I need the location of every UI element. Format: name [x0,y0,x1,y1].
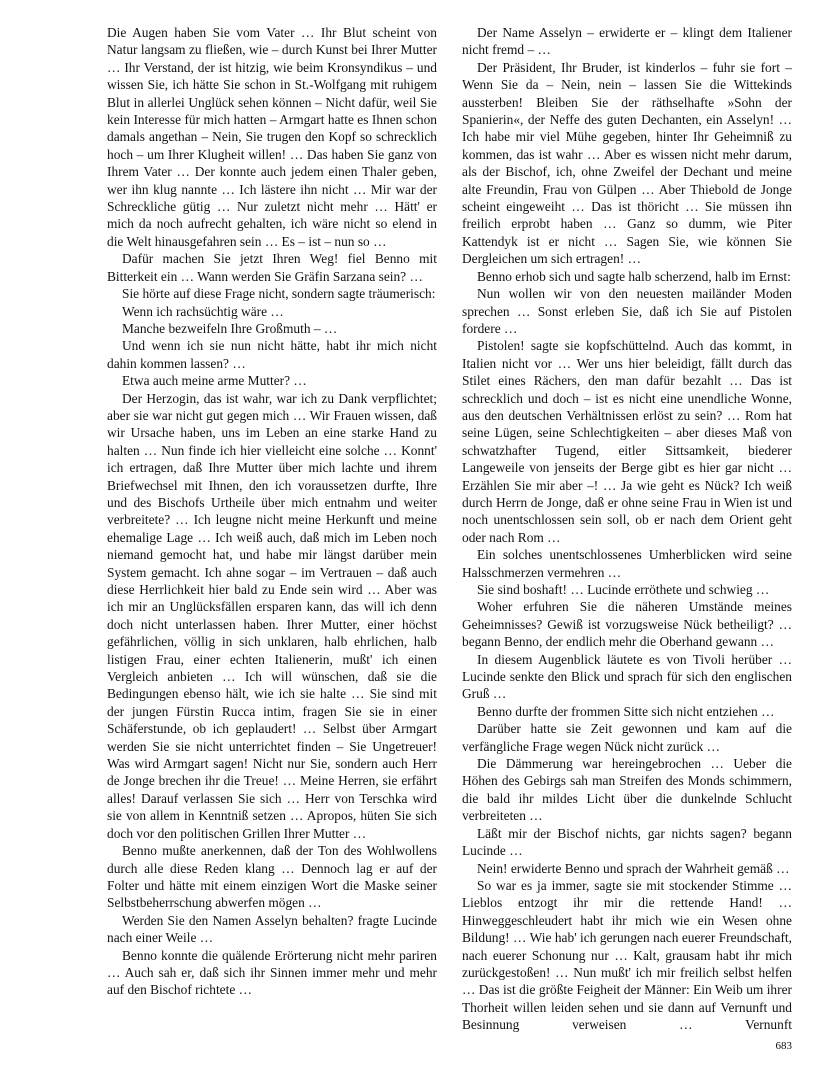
paragraph: Benno mußte anerkennen, daß der Ton des Wohlwollens durch alle diese Reden klang … Dennoch lag er auf der Folter und hätte mit einem einzigen Wort die Maske seiner Selbstbeherrschung abwerfen mögen … [107,843,437,911]
paragraph: Ein solches unentschlossenes Umherblicken wird seine Halsschmerzen vermehren … [462,547,792,580]
verse-line: Manche bezweifeln Ihre Großmuth – … [122,320,338,336]
paragraph: Pistolen! sagte sie kopfschüttelnd. Auch das kommt, in Italien nicht vor … Wer uns hier beleidigt, fällt durch das Stilet eines Rächers, den man dafür bezahlt … Das ist schrecklich und doch – ist es nicht eine unendliche Wonne, aus den deutschen Verhältnissen erlöst zu sein? … Rom hat seine Lügen, seine Schlechtigkeiten – aber dieses Maß von schwatzhafter Tugend, eitler Sittsamkeit, biederer Langeweile von jenseits der Berge gibt es hier gar nicht … Erzählen Sie mir aber –! … Ja wie geht es Nück? Ich weiß durch Herrn de Jonge, daß er ohne seine Frau in Wien ist und noch unentschlossen sein soll, ob er nach dem Orient geht oder nach Rom … [462,338,792,545]
paragraph: Darüber hatte sie Zeit gewonnen und kam auf die verfängliche Frage wegen Nück nicht zurück … [462,721,792,754]
paragraph: Sie sind boshaft! … Lucinde erröthete und schwieg … [477,582,770,597]
paragraph: Nun wollen wir von den neuesten mailänder Moden sprechen … Sonst erleben Sie, daß ich Sie auf Pistolen fordere … [462,286,792,336]
paragraph: In diesem Augenblick läutete es von Tivoli herüber … Lucinde senkte den Blick und sprach für sich den englischen Gruß … [462,651,792,702]
right-column [462,24,792,1034]
paragraph: Läßt mir der Bischof nichts, gar nichts sagen? begann Lucinde … [462,825,792,859]
page-number: 683 [775,1040,792,1052]
paragraph: Benno erhob sich und sagte halb scherzend, halb im Ernst: [477,268,791,284]
paragraph: Benno durfte der frommen Sitte sich nicht entziehen … [477,703,775,719]
paragraph: Sie hörte auf diese Frage nicht, sondern sagte träumerisch: [122,286,436,302]
paragraph: Werden Sie den Namen Asselyn behalten? fragte Lucinde nach einer Weile … [107,912,437,946]
paragraph: Die Dämmerung war hereingebrochen … Ueber die Höhen des Gebirgs sah man Streifen des Monds schimmern, die bald ihr mildes Licht über die dunkelnde Schlucht verbreiteten … [462,756,792,824]
paragraph: Benno konnte die quälende Erörterung nicht mehr pariren … Auch sah er, daß sich ihr Sinnen immer mehr und mehr auf den Bischof richtete … [107,947,437,998]
paragraph: Die Augen haben Sie vom Vater … Ihr Blut scheint von Natur langsam zu fließen, wie – durch Kunst bei Ihrer Mutter … Ihr Verstand, der ist hitzig, wie beim Kronsyndikus – und wissen Sie, ich hätte Sie schon in St.-Wolfgang mit ruhigem Blut in allerlei Unglück sehen können – Nicht dafür, weil Sie kein Interesse für mich hatten – Armgart hatte es Ihnen schon damals angethan – Nein, Sie trugen den Kopf so schrecklich hoch – um Ihrer Klugheit willen! … Das haben Sie ganz von Ihrem Vater … Der konnte auch jedem einen Thaler geben, wer ihn klug nannte … Ich lästere ihn nicht … Mir war der Schreckliche gütig … Nur zuletzt nicht mehr … Hätt' er mich da noch aufrecht gehalten, ich wäre nicht so elend in die Welt hinausgefahren sein … Es – ist – nun so … [107,25,437,249]
paragraph: Nein! erwiderte Benno und sprach der Wahrheit gemäß … [477,860,790,876]
left-column [107,24,437,999]
paragraph: Der Name Asselyn – erwiderte er – klingt dem Italiener nicht fremd – … [462,25,792,58]
paragraph: Und wenn ich sie nun nicht hätte, habt ihr mich nicht dahin kommen lassen? … [107,338,437,371]
verse-line: Wenn ich rachsüchtig wäre … [122,303,284,319]
paragraph: Der Präsident, Ihr Bruder, ist kinderlos – fuhr sie fort – Wenn Sie da – Nein, nein – lassen Sie die Wittekinds aussterben! Bleiben Sie der räthselhafte »Sohn der Spanierin«, der Neffe des guten Dechanten, ein Asselyn! … Ich habe mir viel Mühe gegeben, hinter Ihr Geheimniß zu kommen, das ist wahr … Aber es wissen nicht mehr darum, als der Bischof, ich, ohne Zweifel der Dechant und meine alte Freundin, Frau von Gülpen … Aber Thiebold de Jonge scheint eingeweiht … Das ist thöricht … Sie müssen ihn freilich erprobt haben … Ganz so dumm, wie Piter Kattendyk ist er nicht … Sagen Sie, wie können Sie Dergleichen um sich ertragen! … [462,59,792,267]
paragraph: Dafür machen Sie jetzt Ihren Weg! fiel Benno mit Bitterkeit ein … Wann werden Sie Gräfin Sarzana sein? … [107,251,437,284]
paragraph: Der Herzogin, das ist wahr, war ich zu Dank verpflichtet; aber sie war nicht gut gegen mich … Wir Frauen wissen, daß wir Ursache haben, uns im Leben an eine starke Hand zu halten … Nun finde ich hier vielleicht eine solche … Konnt' ich ertragen, daß Ihre Mutter über mich lachte und ihrem Briefwechsel mit Ihnen, den ich voraussetzen durfte, Ihre und des Bischofs Urtheile über mich entnahm und weiter verbreitete? … Ich leugne nicht meine Herkunft und meine ehemalige Lage … Ich weiß auch, daß mich im Leben noch niemand gemocht hat, und habe mir längst darüber mein System gemacht. Ich ahne sogar – im Vertrauen – daß auch diese Herrlichkeit hier bald zu Ende sein wird … Aber was ich mir an Unglücksfällen ersparen kann, das will ich denn doch nicht unterlassen haben. Ihrer Mutter, einer höchst gefährlichen, völlig in sich unklaren, halb ehrlichen, halb listigen Frau, einer echten Italienerin, mußt' ich einen Vergleich anbieten … Ich will wünschen, daß sie die Bedingungen ebenso hält, wie ich sie halte … Sie sind mit der jungen Fürstin Rucca intim, fragen Sie sie in einer Schäferstunde, ob ich geplaudert! … Selbst über Armgart werden Sie sie nicht unterrichtet finden – Sie Ungetreuer! Was wird Armgart sagen! Nicht nur Sie, sondern auch Herr de Jonge brechen ihr die Treue! … Meine Herren, sie erfährt alles! Darauf verlassen Sie sich … Herr von Terschka wird sie von allem in Kenntniß setzen … Apropos, hüten Sie sich doch vor den politischen Grillen Ihrer Mutter … [107,390,437,841]
paragraph: Etwa auch meine arme Mutter? … [122,373,307,389]
paragraph: Woher erfuhren Sie die näheren Umstände meines Geheimnisses? Gewiß ist vorzugsweise Nück betheiligt? … begann Benno, der endlich mehr die Oberhand gewann … [462,599,792,650]
paragraph: So war es ja immer, sagte sie mit stockender Stimme … Lieblos entzogt ihr mir die rettende Hand! … Hinweggeschleudert habt ihr mich wie ein Wesen ohne Bildung! … Wie hab' ich gerungen nach euerer Freundschaft, nach euerer Schonung nur … Kalt, grausam habt ihr mich zurückgestoßen! … Nun mußt' ich mir freilich selbst helfen … Das ist die größte Feigheit der Männer: Ein Weib um ihrer Thorheit willen leiden sehen und sie dann auf Vernunft und Besinnung verweisen … Vernunft [462,877,792,1033]
